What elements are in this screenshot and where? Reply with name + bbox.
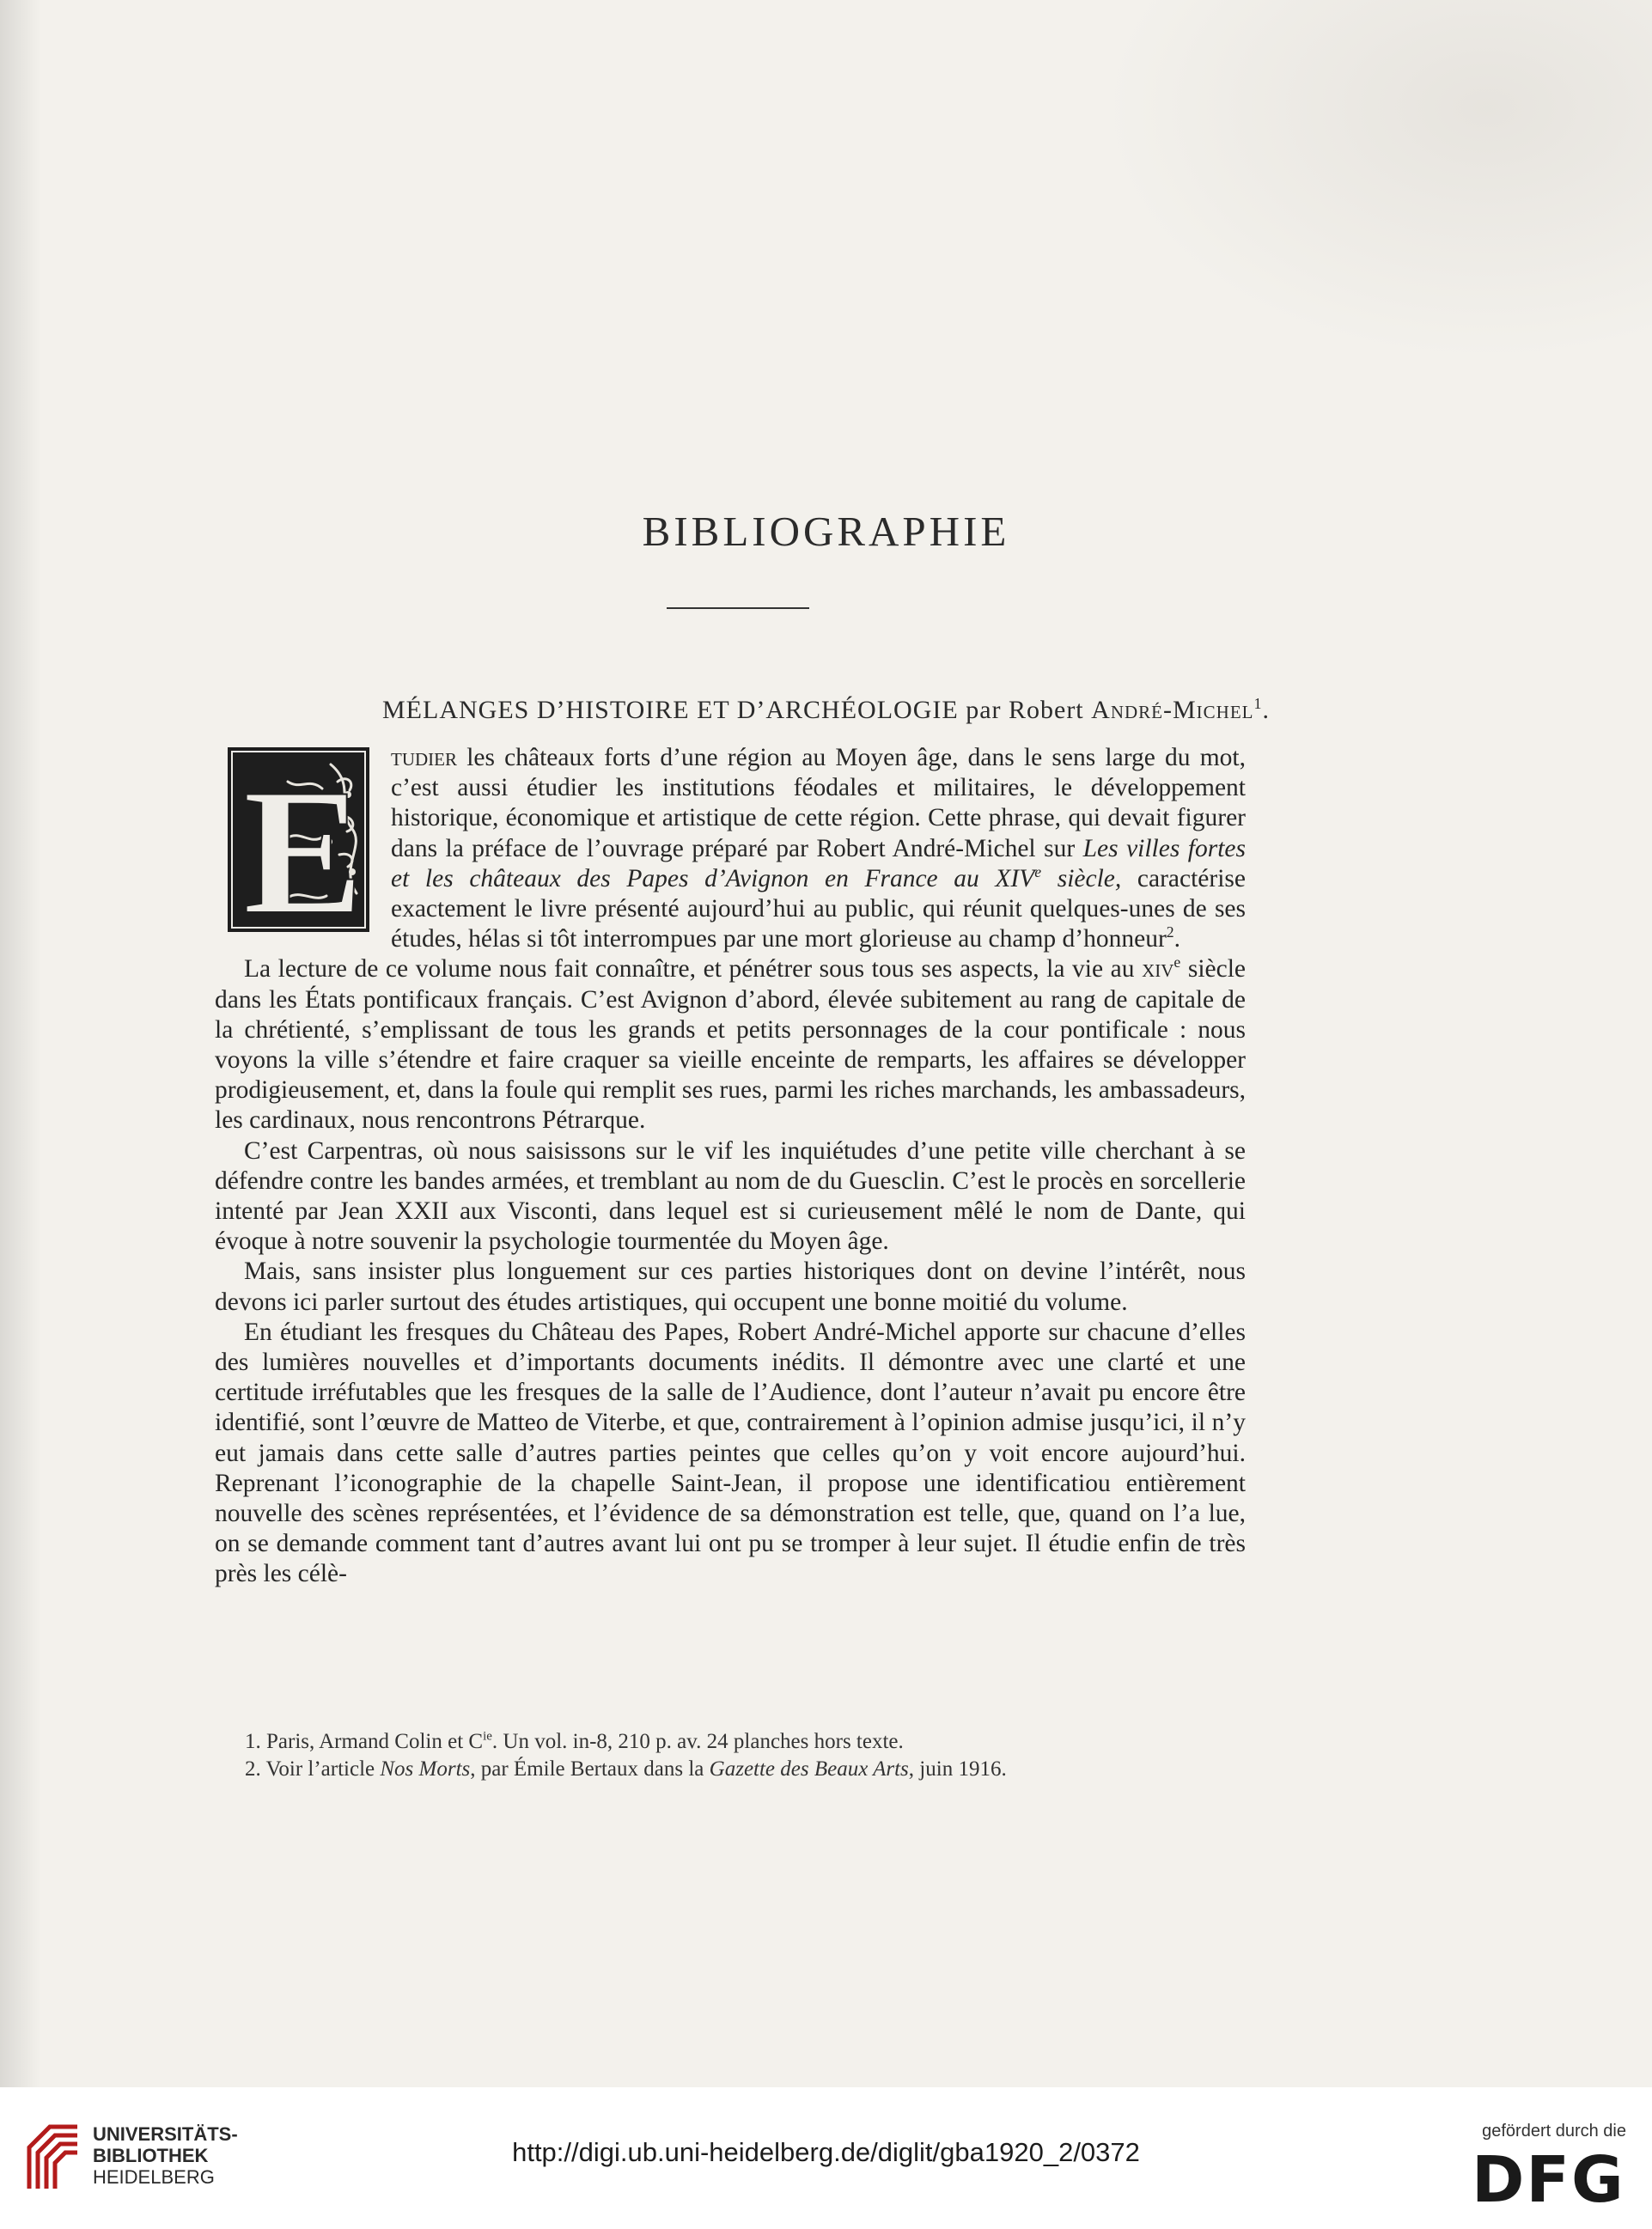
footnote-1: 1. Paris, Armand Colin et $C^{ie}$. Un vol. in-8, 210 p. av. 24 planches hors texte. bbox=[245, 1729, 904, 1753]
footnote-2: 2. Voir l’article Nos Morts, par Émile Bertaux dans la Gazette des Beaux Arts, juin 1916. bbox=[245, 1757, 1007, 1781]
title-rule bbox=[667, 607, 809, 609]
book-title-heading: MÉLANGES D’HISTOIRE ET D’ARCHÉOLOGIE bbox=[382, 696, 959, 724]
article-heading bbox=[0, 696, 1652, 725]
article-body bbox=[215, 743, 1246, 1590]
footnote-ref-2: 2 bbox=[1166, 923, 1174, 941]
initial-letter: E bbox=[243, 752, 364, 932]
heading-author: André-Michel bbox=[1091, 696, 1254, 724]
footnote-ref-1: 1 bbox=[1253, 695, 1263, 712]
funder-label: gefördert durch die bbox=[1482, 2122, 1626, 2141]
paragraph-3: C’est Carpentras, où nous saisissons sur le vif les inquiétudes d’une petite ville cherchant à se défendre contre les bandes armées, et tremblant au nom de du Guesclin. C’est le procès en sorcellerie intenté par Jean XXII aux Visconti, dans lequel est si curieusement mêlé le nom de Dante, qui évoque à notre souvenir la psychologie tourmentée du Moyen âge. bbox=[215, 1136, 1246, 1256]
dfg-logo-text: DFG bbox=[1472, 2152, 1625, 2205]
paragraph-1: tudier les châteaux forts d’une région au Moyen âge, dans le sens large du mot, c’est aussi étudier les institutions féodales et militaires, le développement historique, économique et artistique de cette région. Cette phrase, qui devait figurer dans la préface de l’ouvrage préparé par Robert André-Michel sur Les villes fortes et les châteaux des Papes d’Avignon en France au XIVe siècle, caractérise exactement le livre présenté aujourd’hui au public, qui réunit quelques-unes de ses études, hélas si tôt interrompues par une mort glorieuse au champ d’honneur$^2$. bbox=[391, 744, 1246, 953]
permalink-url[interactable]: http://digi.ub.uni-heidelberg.de/diglit/gba1920_2/0372 bbox=[512, 2137, 1140, 2167]
show-through-stain bbox=[1102, 0, 1652, 361]
page-title: BIBLIOGRAPHIE bbox=[642, 508, 1010, 555]
footnotes bbox=[219, 1728, 1250, 1783]
paragraph-2: La lecture de ce volume nous fait connaître, et pénétrer sous tous ses aspects, la vie au xiv$^e$ siècle dans les États pontificaux français. C’est Avignon d’abord, élevée subitement au rang de capitale de la chrétienté, s’emplissant de tous les grands et petits personnages de la cour pontificale : nous voyons la ville s’étendre et faire craquer sa vieille enceinte de remparts, les affaires se développer prodigieusement, et, dans la foule qui remplit ses rues, parmi les riches marchands, les ambassadeurs, les cardinaux, nous rencontrons Pétrarque. bbox=[215, 953, 1246, 1135]
lead-word: tudier bbox=[391, 744, 457, 771]
gutter-shadow bbox=[0, 0, 41, 2087]
heading-by: par Robert bbox=[958, 696, 1092, 724]
university-library-name: UNIVERSITÄTS- BIBLIOTHEK HEIDELBERG bbox=[93, 2123, 238, 2188]
heading-end: . bbox=[1262, 696, 1270, 724]
paragraph-4: Mais, sans insister plus longuement sur ces parties historiques dont on devine l’intérêt, nous devons ici parler surtout des études artistiques, qui occupent une bonne moitié du volume. bbox=[215, 1258, 1246, 1316]
initial-spacer bbox=[215, 743, 391, 949]
cited-book-title: Les villes fortes et les châteaux des Papes d’Avignon en France au XIVe siècle, bbox=[391, 834, 1246, 892]
paragraph-5: En étudiant les fresques du Château des Papes, Robert André-Michel apporte sur chacune d’elles des lumières nouvelles et d’importants documents inédits. Il démontre avec une clarté et une certitude irréfutables que les fresques de la salle de l’Audience, dont l’auteur n’avait pu encore être identifié, sont l’œuvre de Matteo de Viterbe, et que, contrairement à l’opinion admise jusqu’ici, il n’y eut jamais dans cette salle d’autres parties peintes que celles qu’on y voit encore aujourd’hui. Reprenant l’iconographie de la chapelle Saint-Jean, il propose une identificatiou entièrement nouvelle des scènes représentées, et l’évidence de sa démonstration est telle, que, quand on l’a lue, on se demande comment tant d’autres avant lui ont pu se tromper à leur sujet. Il étudie enfin de très près les célè- bbox=[215, 1318, 1246, 1588]
dfg-logo-icon[interactable] bbox=[1472, 2152, 1626, 2205]
